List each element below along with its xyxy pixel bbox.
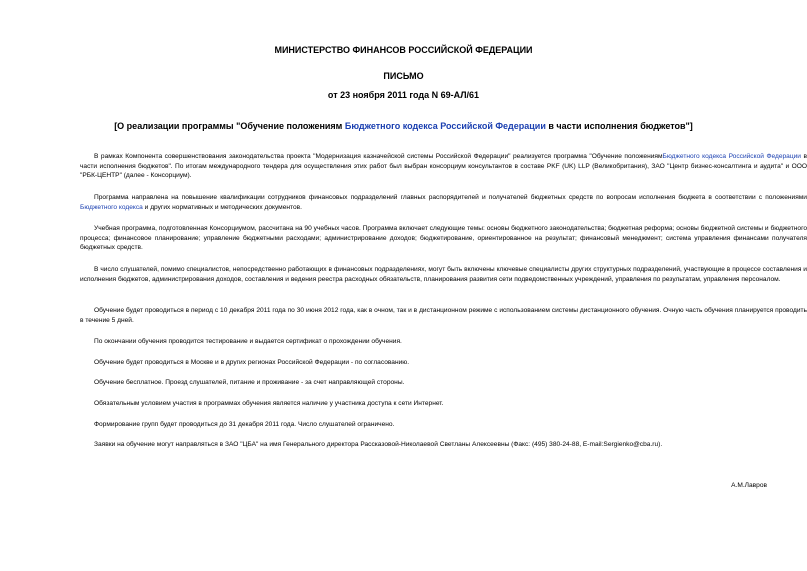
p2-budget-code-link[interactable]: Бюджетного кодекса	[80, 203, 143, 211]
doc-title	[0, 121, 807, 131]
paragraph-11: Заявки на обучение могут направляться в ЗАО "ЦБА" на имя Генерального директора Рассказовой-Николаевой Светланы Алексеевны (Факс: (495) 380-24-88, E-mail:Sergienko@cba.ru).	[94, 441, 663, 448]
paragraph-7: Обучение будет проводиться в Москве и в других регионах Российской Федерации - по согласованию.	[94, 359, 410, 366]
ministry-heading: МИНИСТЕРСТВО ФИНАНСОВ РОССИЙСКОЙ ФЕДЕРАЦИИ	[274, 45, 533, 55]
paragraph-8: Обучение бесплатное. Проезд слушателей, питание и проживание - за счет направляющей стороны.	[94, 379, 405, 386]
p1-text-b: в части исполнения бюджетов". По итогам международного тендера для осуществления этих работ был выбран консорциум консультантов в составе PKF (UK) LLP (Великобритания), ЗАО "Центр бизнес-консалтинга и аудита" и ООО "РБК-ЦЕНТР" (далее - Консорциум).	[80, 153, 807, 180]
paragraph-9: Обязательным условием участия в программах обучения является наличие у участника доступа к сети Интернет.	[94, 400, 444, 407]
paragraph-6: По окончании обучения проводится тестирование и выдается сертификат о прохождении обучения.	[94, 338, 402, 345]
doc-type-heading: ПИСЬМО	[383, 71, 424, 81]
p2-text-b: и других нормативных и методических документов.	[142, 203, 302, 211]
p2-text-a: Программа направлена на повышение квалификации сотрудников финансовых подразделений главных распорядителей и получателей бюджетных средств по вопросам исполнения бюджета в соответствии с положениями	[94, 194, 807, 201]
title-pre: [О реализации программы "Обучение положениям	[114, 121, 345, 131]
title-post: в части исполнения бюджетов"]	[545, 121, 693, 131]
paragraph-10: Формирование групп будет проводиться до 31 декабря 2011 года. Число слушателей ограничено.	[94, 421, 395, 428]
date-number-heading: от 23 ноября 2011 года N 69-АЛ/61	[327, 90, 480, 100]
paragraph-4: В число слушателей, помимо специалистов, непосредственно работающих в финансовых подразделениях, могут быть включены ключевые специалисты других структурных подразделений, участвующие в процессе составления и исполнения бюджетов, администрирования доходов, составления и ведения реестра расходных обязательств, планирования развития сети подведомственных учреждений, управления по результатам, управления персоналом.	[80, 266, 807, 283]
p1-text-a: В рамках Компонента совершенствования законодательства проекта "Модернизация казначейской системы Российской Федерации" реализуется программа "Обучение положениям	[94, 153, 663, 160]
p1-budget-code-link[interactable]: Бюджетного кодекса Российской Федерации	[662, 153, 801, 160]
signature: А.М.Лавров	[731, 482, 767, 489]
paragraph-2	[80, 193, 807, 212]
paragraph-5: Обучение будет проводиться в период с 10 декабря 2011 года по 30 июня 2012 года, как в очном, так и в дистанционном режиме с использованием системы дистанционного обучения. Очную часть обучения планируется проводить в течение 5 дней.	[80, 307, 807, 324]
paragraph-1	[80, 152, 807, 181]
paragraph-3: Учебная программа, подготовленная Консорциумом, рассчитана на 90 учебных часов. Программа включает следующие темы: основы бюджетного законодательства; бюджетная реформа; основы бюджетной системы и бюджетного процесса; финансовое планирование; управление бюджетными расходами; администрирование доходов; бюджетирование, ориентированное на результат; финансовый менеджмент; система управления финансами получателя бюджетных средств.	[80, 225, 807, 252]
budget-code-link[interactable]: Бюджетного кодекса Российской Федерации	[344, 121, 546, 131]
